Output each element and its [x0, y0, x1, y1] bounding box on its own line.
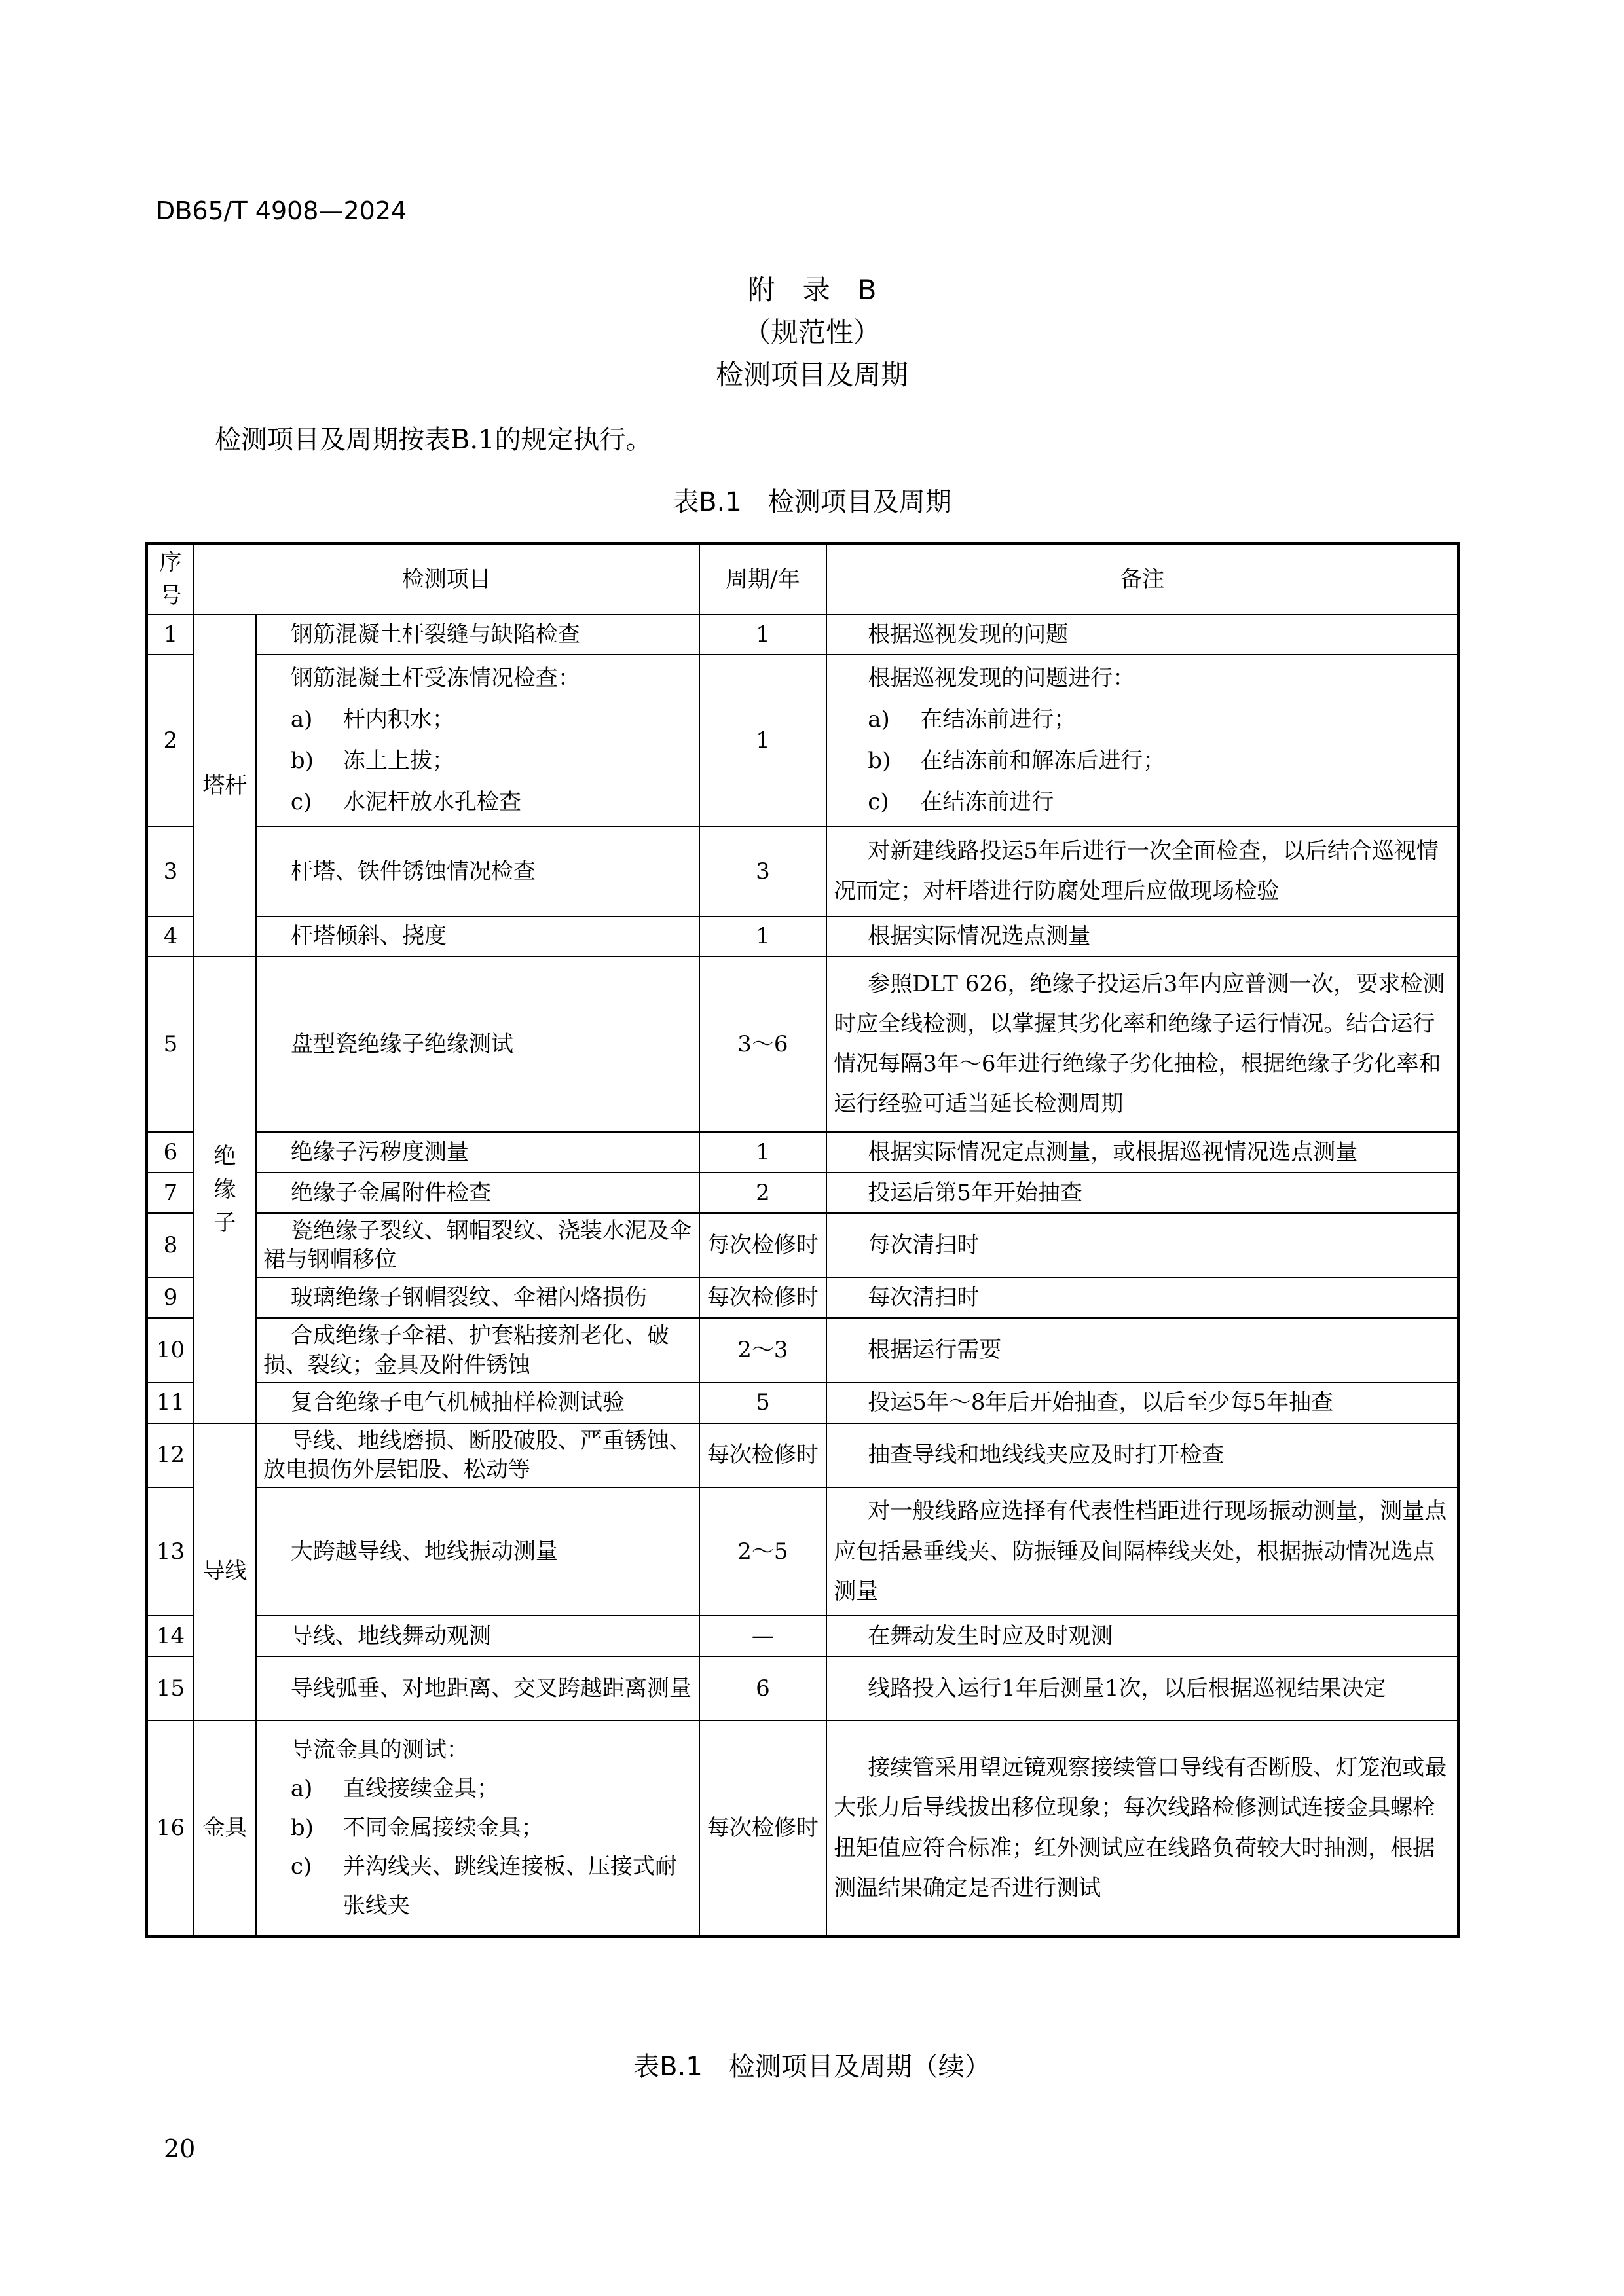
appendix-nature: （规范性） — [743, 316, 881, 348]
row-no: 11 — [147, 1383, 194, 1423]
row-note-sub: c) 在结冻前进行 — [868, 788, 1054, 815]
row-cycle: 每次检修时 — [699, 1213, 827, 1277]
table-row — [147, 1383, 1458, 1423]
row-cycle: 1 — [699, 1132, 827, 1173]
row-no: 5 — [147, 957, 194, 1132]
table-row — [147, 1423, 1458, 1487]
row-cycle: 每次检修时 — [699, 1721, 827, 1937]
row-note-sub: b) 在结冻前和解冻后进行； — [868, 748, 1166, 774]
row-note: 投运5年～8年后开始抽查，以后至少每5年抽查 — [826, 1383, 1458, 1423]
category-fitting: 金具 — [194, 1721, 256, 1937]
table-row — [147, 615, 1458, 655]
table-caption-continued: 表B.1 检测项目及周期（续） — [633, 2052, 991, 2082]
row-item: 钢筋混凝土杆裂缝与缺陷检查 — [256, 615, 699, 655]
table-row — [147, 826, 1458, 917]
row-item-sub: a) 直线接续金具； — [290, 1776, 499, 1802]
row-cycle: 2～5 — [699, 1487, 827, 1616]
row-note: 每次清扫时 — [826, 1277, 1458, 1318]
row-no: 6 — [147, 1132, 194, 1173]
row-note: 参照DLT 626，绝缘子投运后3年内应普测一次，要求检测时应全线检测，以掌握其劣化率和绝缘子运行情况。结合运行情况每隔3年～6年进行绝缘子劣化抽检，根据绝缘子劣化率和运行经验可适当延长检测周期 — [826, 957, 1458, 1132]
document-code: DB65/T 4908—2024 — [156, 196, 407, 225]
row-note: 线路投入运行1年后测量1次，以后根据巡视结果决定 — [826, 1656, 1458, 1721]
table-row — [147, 1173, 1458, 1213]
row-no: 10 — [147, 1318, 194, 1382]
row-no: 13 — [147, 1487, 194, 1616]
row-no: 15 — [147, 1656, 194, 1721]
row-no: 14 — [147, 1616, 194, 1656]
row-no: 4 — [147, 917, 194, 957]
row-cycle: 3～6 — [699, 957, 827, 1132]
table-row — [147, 1616, 1458, 1656]
header-note: 备注 — [826, 543, 1458, 615]
appendix-title: 附 录 B — [747, 274, 877, 306]
row-item-sub: b) 不同金属接续金具； — [290, 1814, 544, 1841]
row-cycle: 5 — [699, 1383, 827, 1423]
row-item: 杆塔倾斜、挠度 — [256, 917, 699, 957]
row-item: 导线、地线磨损、断股破股、严重锈蚀、放电损伤外层铝股、松动等 — [256, 1423, 699, 1487]
row-no: 9 — [147, 1277, 194, 1318]
row-no: 7 — [147, 1173, 194, 1213]
table-row — [147, 1132, 1458, 1173]
row-cycle: 每次检修时 — [699, 1277, 827, 1318]
row-item-sub: a) 杆内积水； — [290, 706, 454, 733]
row-item: 大跨越导线、地线振动测量 — [256, 1487, 699, 1616]
row-no: 8 — [147, 1213, 194, 1277]
header-cycle: 周期/年 — [699, 543, 827, 615]
row-cycle: 2～3 — [699, 1318, 827, 1382]
row-item: 合成绝缘子伞裙、护套粘接剂老化、破损、裂纹；金具及附件锈蚀 — [256, 1318, 699, 1382]
category-insulator: 绝缘子 — [194, 957, 256, 1423]
row-item: 导线、地线舞动观测 — [256, 1616, 699, 1656]
table-row — [147, 1277, 1458, 1318]
row-cycle: 1 — [699, 655, 827, 826]
row-no: 3 — [147, 826, 194, 917]
row-item: 复合绝缘子电气机械抽样检测试验 — [256, 1383, 699, 1423]
row-item: 盘型瓷绝缘子绝缘测试 — [256, 957, 699, 1132]
row-item-sub: b) 冻土上拔； — [290, 748, 454, 774]
row-item — [256, 1721, 699, 1937]
row-cycle: 2 — [699, 1173, 827, 1213]
row-item: 瓷绝缘子裂纹、钢帽裂纹、浇装水泥及伞裙与钢帽移位 — [256, 1213, 699, 1277]
row-item-text: 导流金具的测试： — [290, 1736, 469, 1763]
table-row — [147, 655, 1458, 826]
row-note: 抽查导线和地线线夹应及时打开检查 — [826, 1423, 1458, 1487]
row-item — [256, 655, 699, 826]
row-cycle: 1 — [699, 917, 827, 957]
category-tower: 塔杆 — [194, 615, 256, 957]
row-note: 对新建线路投运5年后进行一次全面检查，以后结合巡视情况而定；对杆塔进行防腐处理后应做现场检验 — [826, 826, 1458, 917]
table-row — [147, 1318, 1458, 1382]
header-no: 序号 — [147, 543, 194, 615]
row-cycle: 3 — [699, 826, 827, 917]
row-note: 接续管采用望远镜观察接续管口导线有否断股、灯笼泡或最大张力后导线拔出移位现象；每次线路检修测试连接金具螺栓扭矩值应符合标准；红外测试应在线路负荷较大时抽测，根据测温结果确定是否进行测试 — [826, 1721, 1458, 1937]
row-note — [826, 655, 1458, 826]
row-note: 在舞动发生时应及时观测 — [826, 1616, 1458, 1656]
row-note: 对一般线路应选择有代表性档距进行现场振动测量，测量点应包括悬垂线夹、防振锤及间隔棒线夹处，根据振动情况选点测量 — [826, 1487, 1458, 1616]
intro-paragraph: 检测项目及周期按表B.1的规定执行。 — [215, 425, 652, 455]
table-caption: 表B.1 检测项目及周期 — [673, 487, 951, 517]
row-note-text: 根据巡视发现的问题进行： — [868, 665, 1135, 692]
row-item: 绝缘子污秽度测量 — [256, 1132, 699, 1173]
row-item: 杆塔、铁件锈蚀情况检查 — [256, 826, 699, 917]
row-note: 根据实际情况选点测量 — [826, 917, 1458, 957]
table-row — [147, 1213, 1458, 1277]
row-note: 投运后第5年开始抽查 — [826, 1173, 1458, 1213]
table-row — [147, 1656, 1458, 1721]
row-no: 12 — [147, 1423, 194, 1487]
page-number: 20 — [164, 2134, 196, 2163]
table-row — [147, 917, 1458, 957]
row-cycle: 6 — [699, 1656, 827, 1721]
row-cycle: — — [699, 1616, 827, 1656]
appendix-subject: 检测项目及周期 — [715, 359, 908, 391]
table-row — [147, 1721, 1458, 1937]
category-conductor: 导线 — [194, 1423, 256, 1721]
row-note: 根据运行需要 — [826, 1318, 1458, 1382]
row-no: 1 — [147, 615, 194, 655]
row-note: 每次清扫时 — [826, 1213, 1458, 1277]
row-item-text: 钢筋混凝土杆受冻情况检查： — [290, 665, 580, 692]
row-no: 2 — [147, 655, 194, 826]
table-header-row — [147, 543, 1458, 615]
table-row — [147, 957, 1458, 1132]
row-cycle: 每次检修时 — [699, 1423, 827, 1487]
header-item: 检测项目 — [194, 543, 699, 615]
row-cycle: 1 — [699, 615, 827, 655]
inspection-table — [145, 542, 1460, 1938]
row-item: 绝缘子金属附件检查 — [256, 1173, 699, 1213]
row-note: 根据巡视发现的问题 — [826, 615, 1458, 655]
row-no: 16 — [147, 1721, 194, 1937]
row-note: 根据实际情况定点测量，或根据巡视情况选点测量 — [826, 1132, 1458, 1173]
row-item-sub: c) 水泥杆放水孔检查 — [290, 788, 521, 815]
row-item: 导线弧垂、对地距离、交叉跨越距离测量 — [256, 1656, 699, 1721]
row-item: 玻璃绝缘子钢帽裂纹、伞裙闪烙损伤 — [256, 1277, 699, 1318]
table-row — [147, 1487, 1458, 1616]
row-item-sub: c) 并沟线夹、跳线连接板、压接式耐张线夹 — [290, 1853, 677, 1919]
row-note-sub: a) 在结冻前进行； — [868, 706, 1077, 733]
